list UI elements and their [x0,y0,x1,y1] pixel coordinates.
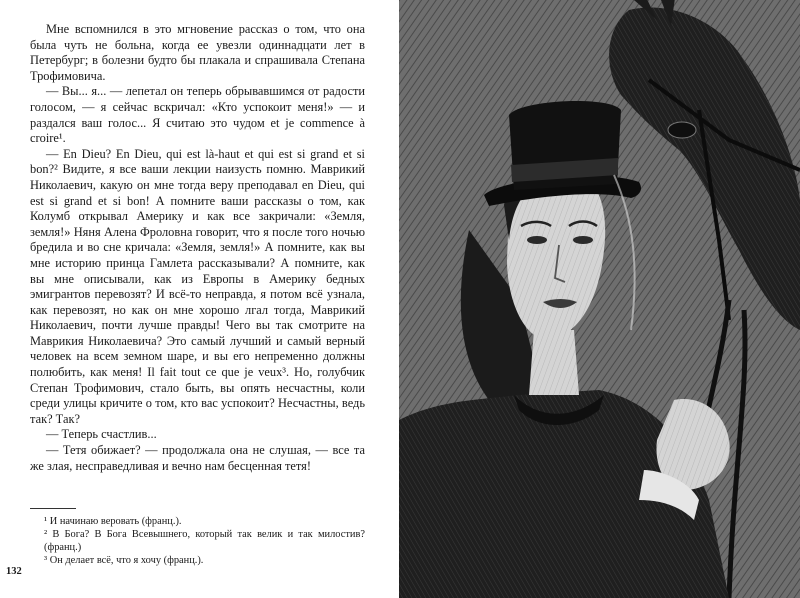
footnote-2: ² В Бога? В Бога Всевышнего, который так велик и так милостив? (франц.) [44,529,365,554]
paragraph-1: Мне вспомнился в это мгновение рассказ о том, что она была чуть не больна, когда ее увезли одиннадцати лет в Петербург; в болезни будто бы плакала и спрашивала Степана Трофимовича. [30,22,365,83]
sketch-illustration [399,0,800,598]
footnote-3: ³ Он делает всё, что я хочу (франц.). [44,555,204,567]
paragraph-3: — En Dieu? En Dieu, qui est là-haut et qui est si grand et si bon?² Видите, я все ваши лекции наизусть помню. Маврикий Николаевич, какую он мне тогда веру преподавал en Dieu, qui est si grand et si bon! А помните ваши рассказы о том, как Колумб открывал Америку и как все закричали: «Земля, земля!» Няня Алена Фроловна говорит, что я после того ночью бредила и во сне кричала: «Земля, земля!» А помните, как вы мне историю принца Гамлета рассказывали? А помните, как вы мне описывали, как из Европы в Америку бедных эмигрантов перевозят? И всё-то неправда, я потом всё узнала, как перевозят, но как он мне хорошо лгал тогда, Маврикий Николаевич, почти лучше правды! Чего вы так смотрите на Маврикия Николаевича? Это самый лучший и самый верный человек на всем земном шаре, и вы его непременно должны полюбить, как меня! Il fait tout ce que je veux³. Но, голубчик Степан Трофимович, стало быть, вы опять несчастны, коли среди улицы кричите о том, кто вас успокоит? Несчастны, ведь так? Так? [30,146,365,426]
text-column [30,22,365,567]
paragraph-4: — Теперь счастлив... [46,427,157,442]
page-number: 132 [6,566,22,577]
illustration [399,0,800,598]
footnote-1: ¹ И начинаю веровать (франц.). [44,516,182,528]
paragraph-2: — Вы... я... — лепетал он теперь обрывавшимся от радости голосом, — я сейчас вскричал: «Кто успокоит меня!» — и раздался ваш голос... Я считаю это чудом et je commence à croire¹. [30,84,365,146]
horse-eye [668,122,696,138]
footnote-separator [30,508,76,509]
paragraph-5: — Тетя обижает? — продолжала она не слушая, — все та же злая, несправедливая и вечно нам бесценная тетя! [30,443,365,473]
woman-eye-left [527,236,547,244]
woman-eye-right [573,236,593,244]
